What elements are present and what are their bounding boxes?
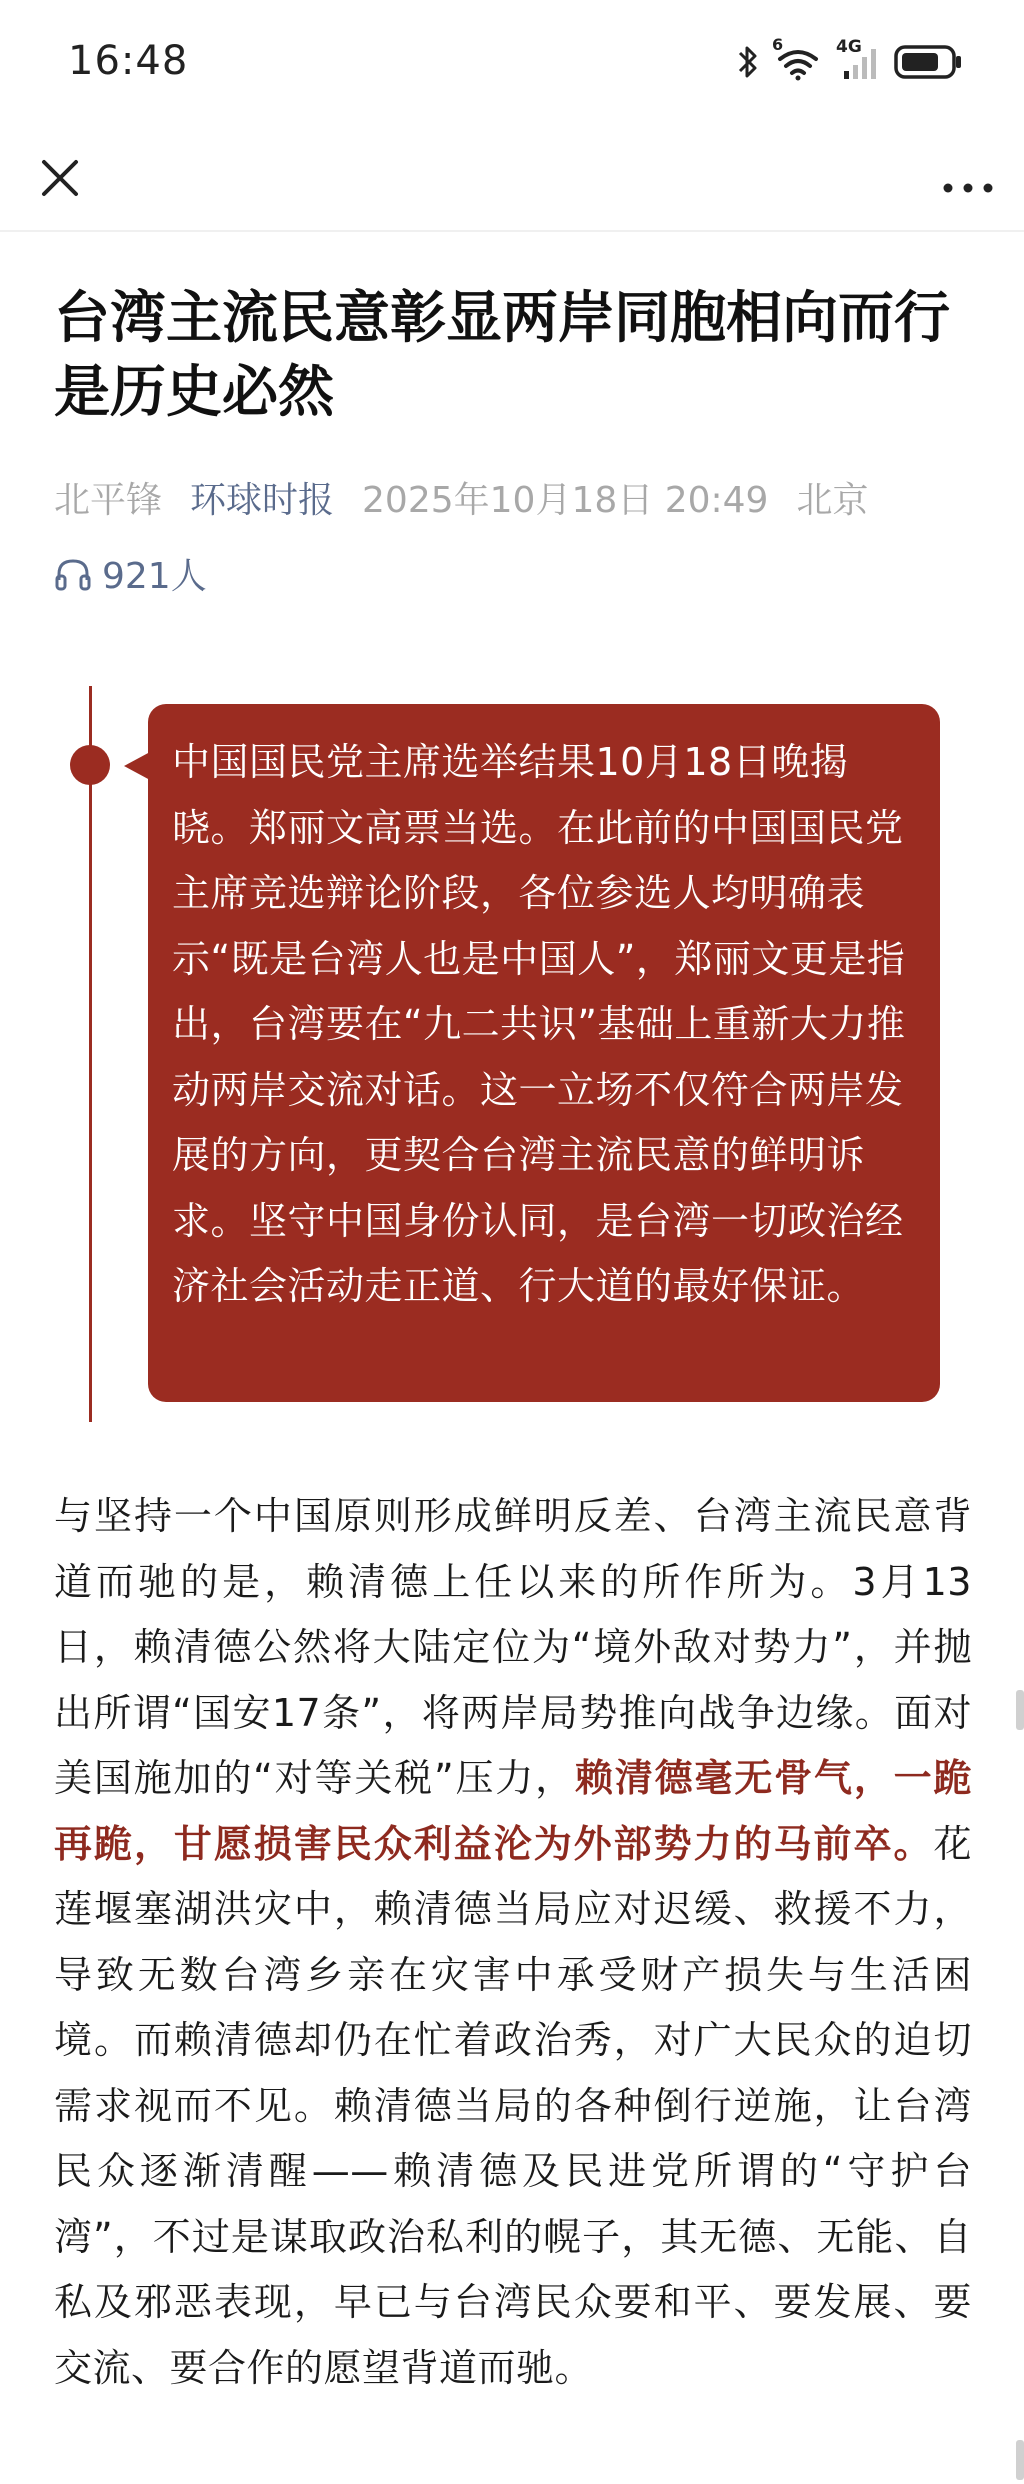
battery-icon	[894, 44, 962, 80]
article-paragraph	[54, 1484, 972, 2401]
paragraph-part-1: 与坚持一个中国原则形成鲜明反差、台湾主流民意背道而驰的是，赖清德上任以来的所作所为。3月13日，赖清德公然将大陆定位为“境外敌对势力”，并抛出所谓“国安17条”，将两岸局势推向战争边缘。面对美国施加的“对等关税”压力，	[54, 1494, 972, 1800]
wifi-badge: 6	[772, 35, 784, 54]
article-location: 北京	[796, 480, 869, 521]
scrollbar-thumb[interactable]	[1016, 1690, 1024, 1730]
scrollbar-thumb-bottom[interactable]	[1016, 2440, 1024, 2480]
bluetooth-icon	[736, 43, 760, 81]
signal-icon	[836, 43, 880, 81]
summary-callout: 中国国民党主席选举结果10月18日晚揭晓。郑丽文高票当选。在此前的中国国民党主席竞选辩论阶段，各位参选人均明确表示“既是台湾人也是中国人”，郑丽文更是指出，台湾要在“九二共识”基础上重新大力推动两岸交流对话。这一立场不仅符合两岸发展的方向，更契合台湾主流民意的鲜明诉求。坚守中国身份认同，是台湾一切政治经济社会活动走正道、行大道的最好保证。	[148, 704, 940, 1402]
status-bar	[0, 0, 1024, 126]
status-icons	[736, 35, 962, 82]
close-icon[interactable]	[28, 146, 92, 210]
network-label: 4G	[836, 37, 862, 57]
article-title: 台湾主流民意彰显两岸同胞相向而行是历史必然	[54, 286, 950, 425]
status-time: 16:48	[68, 38, 189, 84]
paragraph-highlight: 赖清德毫无骨气，一跪再跪，甘愿损害民众利益沦为外部势力的马前卒。	[54, 1756, 972, 1866]
nav-bar	[0, 126, 1024, 232]
article-meta	[54, 472, 984, 523]
headphones-icon	[54, 556, 92, 592]
article-source[interactable]: 环球时报	[190, 480, 335, 521]
more-icon[interactable]	[934, 146, 1002, 210]
paragraph-part-2: 花莲堰塞湖洪灾中，赖清德当局应对迟缓、救援不力，导致无数台湾乡亲在灾害中承受财产损失与生活困境。而赖清德却仍在忙着政治秀，对广大民众的迫切需求视而不见。赖清德当局的各种倒行逆施，让台湾民众逐渐清醒——赖清德及民进党所谓的“守护台湾”，不过是谋取政治私利的幌子，其无德、无能、自私及邪恶表现，早已与台湾民众要和平、要发展、要交流、要合作的愿望背道而驰。	[54, 1821, 972, 2390]
listen-count-text: 921人	[102, 556, 207, 597]
bubble-arrow	[124, 752, 150, 780]
article-datetime: 2025年10月18日 20:49	[362, 480, 769, 521]
listen-count[interactable]	[54, 548, 207, 599]
article-author: 北平锋	[54, 480, 163, 521]
timeline-dot	[70, 745, 110, 785]
wifi-icon	[772, 35, 822, 81]
signal-indicator	[836, 37, 880, 81]
timeline-line	[89, 686, 92, 1422]
